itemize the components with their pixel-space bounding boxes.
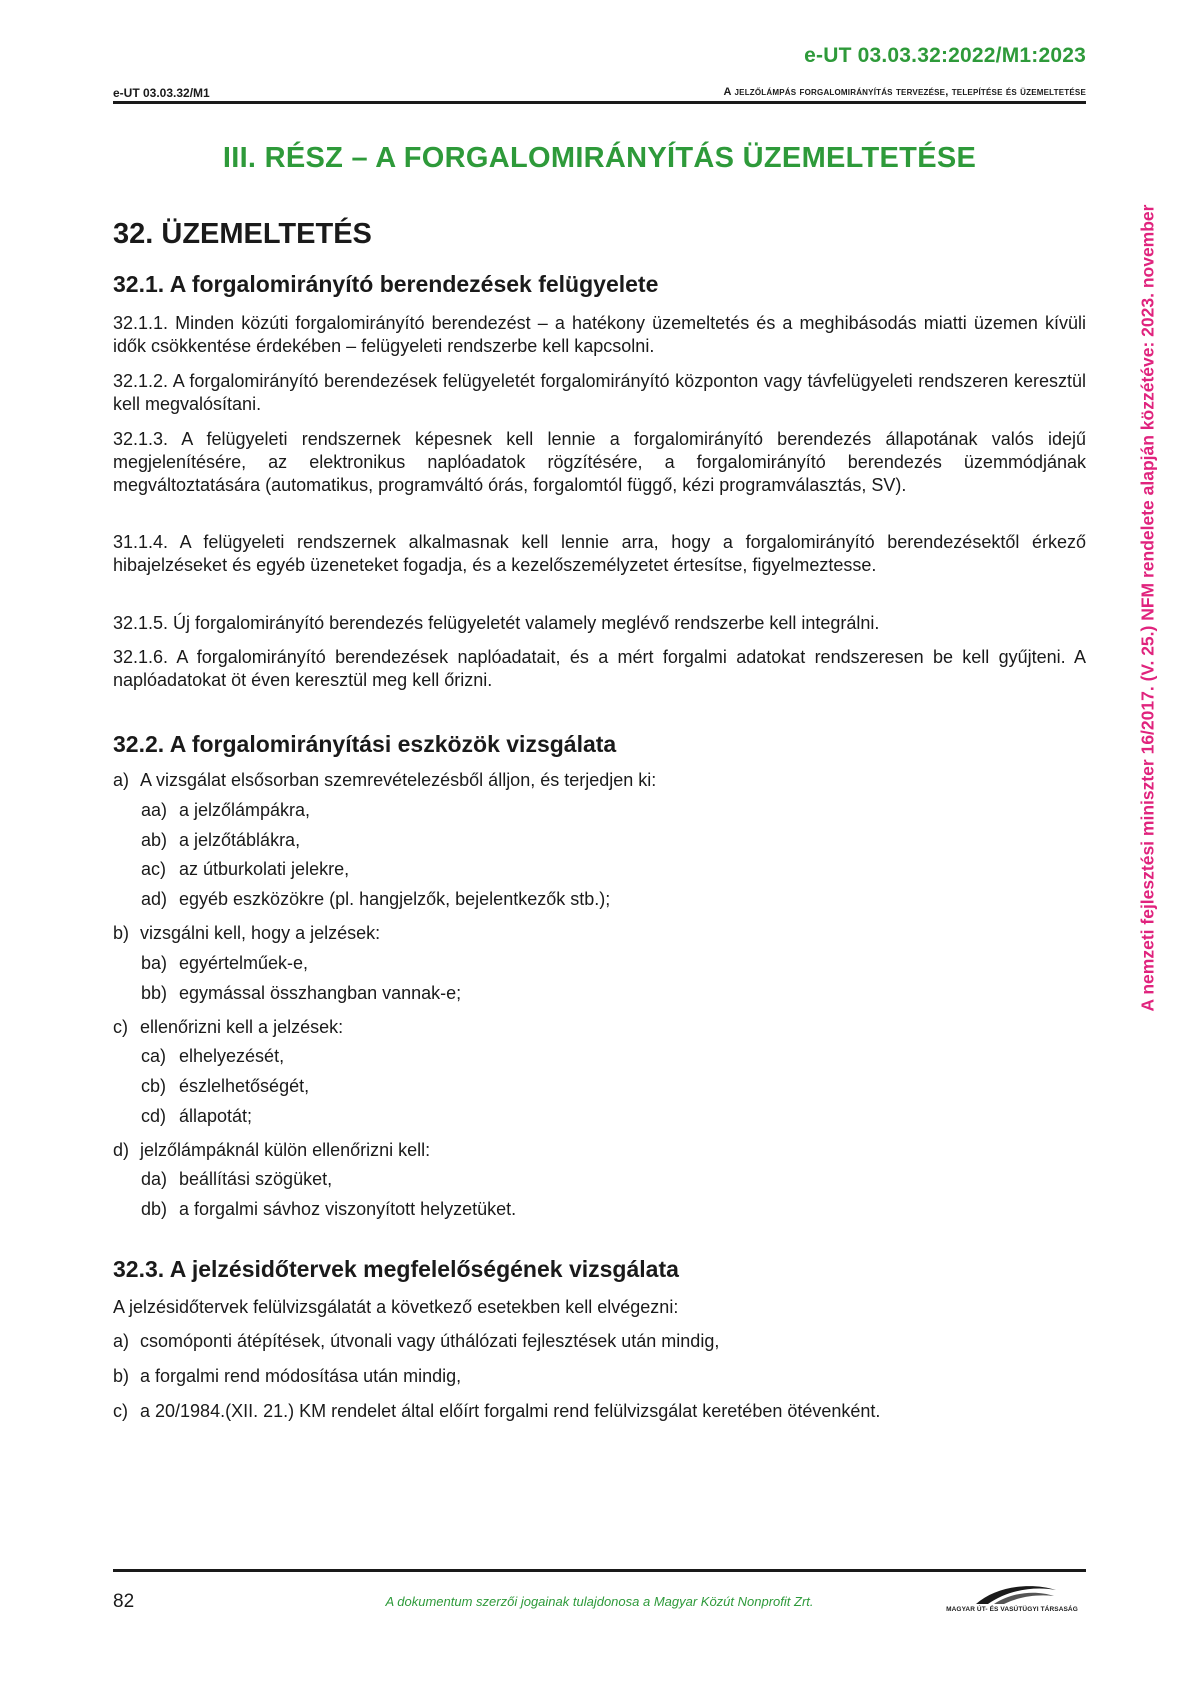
document-code: e-UT 03.03.32:2022/M1:2023: [804, 44, 1086, 67]
list-text: a forgalmi rend módosítása után mindig,: [140, 1366, 462, 1386]
list-marker: ab): [141, 830, 168, 850]
list-text: ellenőrizni kell a jelzések:: [140, 1017, 344, 1037]
list-subitem-ba: [141, 952, 308, 975]
road-swoosh-icon: [936, 1580, 1088, 1606]
list-subitem-ad: [141, 888, 610, 911]
running-header-code: e-UT 03.03.32/M1: [113, 86, 210, 100]
list-text: csomóponti átépítések, útvonali vagy úthálózati fejlesztések után mindig,: [140, 1331, 720, 1351]
list-text: a jelzőlámpákra,: [179, 800, 311, 820]
paragraph-32-1-2: 32.1.2. A forgalomirányító berendezések felügyeletét forgalomirányító központon vagy távfelügyeleti rendszeren keresztül kell megvalósítani.: [113, 371, 1086, 414]
list-marker: d): [113, 1140, 130, 1160]
section-title-32-3: 32.3. A jelzésidőtervek megfelelőségének vizsgálata: [113, 1256, 679, 1282]
list-item-a: [113, 1330, 719, 1353]
list-text: vizsgálni kell, hogy a jelzések:: [140, 923, 381, 943]
list-subitem-ac: [141, 858, 349, 881]
list-marker: c): [113, 1017, 128, 1037]
list-subitem-da: [141, 1168, 332, 1191]
list-marker: ad): [141, 889, 168, 909]
list-marker: da): [141, 1169, 168, 1189]
list-text: észlelhetőségét,: [179, 1076, 310, 1096]
list-text: egyértelműek-e,: [179, 953, 309, 973]
list-subitem-aa: [141, 799, 310, 822]
list-text: elhelyezését,: [179, 1046, 285, 1066]
publisher-logo: [936, 1580, 1088, 1620]
list-marker: b): [113, 1366, 130, 1386]
list-marker: aa): [141, 800, 168, 820]
section-title-32-2: 32.2. A forgalomirányítási eszközök vizsgálata: [113, 731, 617, 757]
page-number: 82: [113, 1591, 135, 1612]
list-item-c: [113, 1400, 880, 1423]
list-subitem-cd: [141, 1105, 252, 1128]
list-text: a jelzőtáblákra,: [179, 830, 301, 850]
list-text: egymással összhangban vannak-e;: [179, 983, 462, 1003]
list-marker: ac): [141, 859, 167, 879]
list-marker: cb): [141, 1076, 167, 1096]
list-marker: ca): [141, 1046, 167, 1066]
list-marker: bb): [141, 983, 168, 1003]
footer-divider: [113, 1569, 1086, 1572]
side-note-text: A nemzeti fejlesztési miniszter 16/2017. (V. 25.) NFM rendelete alapján közzétéve: 2023. november: [1137, 204, 1158, 1012]
list-subitem-ab: [141, 829, 300, 852]
part-title: III. RÉSZ – A FORGALOMIRÁNYÍTÁS ÜZEMELTETÉSE: [222, 142, 977, 174]
list-marker: a): [113, 770, 130, 790]
paragraph-32-1-4: 31.1.4. A felügyeleti rendszernek alkalmasnak kell lennie arra, hogy a forgalomirányító berendezésektől érkező hibajelzéseket és egyéb üzeneteket fogadja, és a kezelőszemélyzetet értesítse, figyelmeztesse.: [113, 532, 1086, 575]
list-text: A vizsgálat elsősorban szemrevételezésből álljon, és terjedjen ki:: [140, 770, 657, 790]
list-item-b: [113, 922, 380, 945]
list-marker: b): [113, 923, 130, 943]
section-intro: A jelzésidőtervek felülvizsgálatát a következő esetekben kell elvégezni:: [113, 1297, 679, 1317]
list-marker: ba): [141, 953, 168, 973]
paragraph-32-1-5: 32.1.5. Új forgalomirányító berendezés felügyeletét valamely meglévő rendszerbe kell integrálni.: [113, 613, 880, 633]
list-marker: c): [113, 1401, 128, 1421]
list-subitem-cb: [141, 1075, 309, 1098]
list-text: a 20/1984.(XII. 21.) KM rendelet által előírt forgalmi rend felülvizsgálat keretében ötévenként.: [140, 1401, 881, 1421]
list-item-a: [113, 769, 656, 792]
list-text: állapotát;: [179, 1106, 253, 1126]
list-marker: cd): [141, 1106, 167, 1126]
list-item-b: [113, 1365, 461, 1388]
copyright-notice: A dokumentum szerzői jogainak tulajdonosa a Magyar Közút Nonprofit Zrt.: [385, 1594, 814, 1609]
list-subitem-bb: [141, 982, 461, 1005]
running-header-title: A jelzőlámpás forgalomirányítás tervezése, telepítése és üzemeltetése: [723, 86, 1086, 98]
logo-text: MAGYAR ÚT- ÉS VASÚTÜGYI TÁRSASÁG: [946, 1606, 1078, 1613]
header-divider: [113, 101, 1086, 104]
section-title-32-1: 32.1. A forgalomirányító berendezések felügyelete: [113, 271, 659, 297]
list-marker: a): [113, 1331, 130, 1351]
list-text: beállítási szögüket,: [179, 1169, 333, 1189]
chapter-title: 32. ÜZEMELTETÉS: [113, 218, 372, 250]
list-text: az útburkolati jelekre,: [179, 859, 350, 879]
list-item-c: [113, 1016, 343, 1039]
list-text: egyéb eszközökre (pl. hangjelzők, bejelentkezők stb.);: [179, 889, 611, 909]
list-subitem-db: [141, 1198, 516, 1221]
list-text: a forgalmi sávhoz viszonyított helyzetüket.: [179, 1199, 517, 1219]
list-text: jelzőlámpáknál külön ellenőrizni kell:: [140, 1140, 431, 1160]
paragraph-32-1-3: 32.1.3. A felügyeleti rendszernek képesnek kell lennie a forgalomirányító berendezés állapotának valós idejű megjelenítésére, az elektronikus naplóadatok rögzítésére, a forgalomirányító berendezés üzemmódjának megváltoztatására (automatikus, programváltó órás, forgalomtól függő, kézi programválasztás, SV).: [113, 429, 1086, 495]
list-item-d: [113, 1139, 430, 1162]
paragraph-32-1-1: 32.1.1. Minden közúti forgalomirányító berendezést – a hatékony üzemeltetés és a meghibásodás miatti üzemen kívüli idők csökkentése érdekében – felügyeleti rendszerbe kell kapcsolni.: [113, 313, 1086, 356]
list-subitem-ca: [141, 1045, 284, 1068]
list-marker: db): [141, 1199, 168, 1219]
paragraph-32-1-6: 32.1.6. A forgalomirányító berendezések naplóadatait, és a mért forgalmi adatokat rendszeresen be kell gyűjteni. A naplóadatokat öt éven keresztül meg kell őrizni.: [113, 647, 1086, 690]
